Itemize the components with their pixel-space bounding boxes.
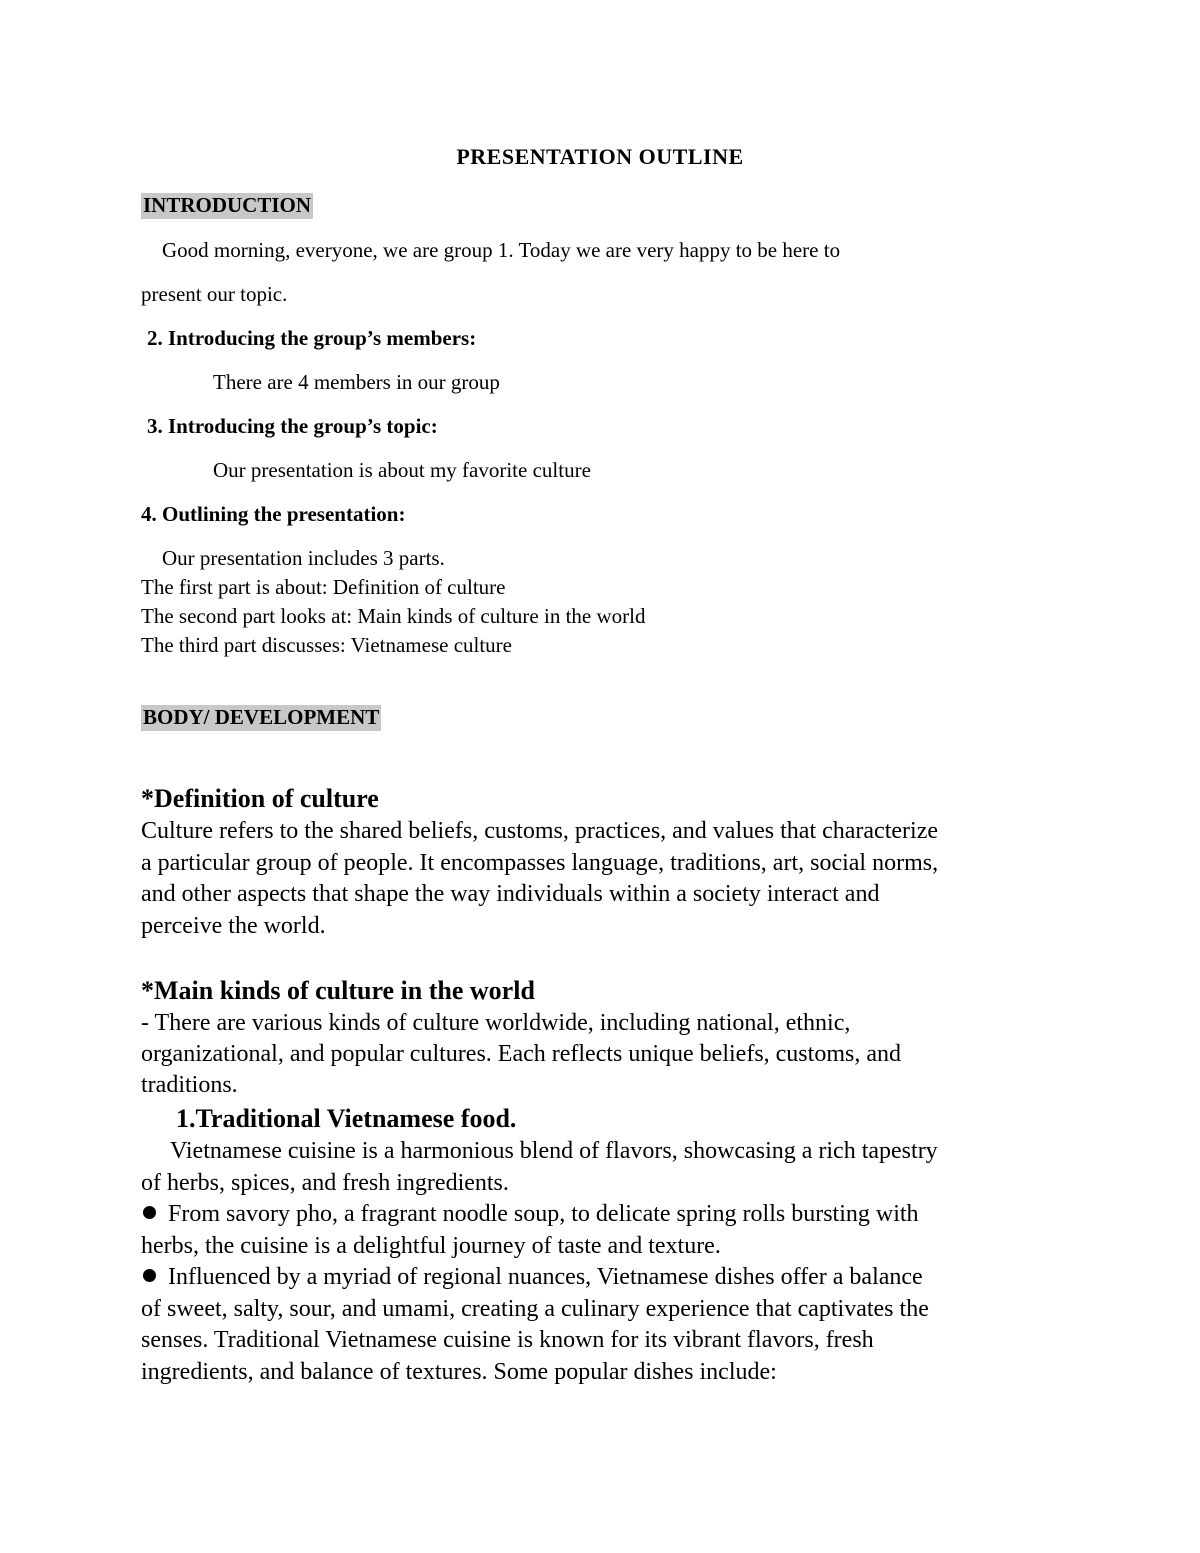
- definition-line: a particular group of people. It encompasses language, traditions, art, social norms,: [141, 850, 939, 876]
- kinds-line: - There are various kinds of culture worldwide, including national, ethnic,: [141, 1010, 851, 1036]
- body-heading: [141, 705, 381, 730]
- topic-text: Our presentation is about my favorite culture: [213, 458, 591, 482]
- definition-line: and other aspects that shape the way individuals within a society interact and: [141, 881, 880, 907]
- topic-heading: 3. Introducing the group’s topic:: [147, 414, 438, 438]
- bullet-1-line: herbs, the cuisine is a delightful journey of taste and texture.: [141, 1233, 721, 1259]
- members-text: There are 4 members in our group: [213, 370, 500, 394]
- introduction-heading-label: INTRODUCTION: [143, 193, 312, 217]
- outline-line: Our presentation includes 3 parts.: [162, 546, 445, 570]
- definition-line: perceive the world.: [141, 913, 326, 939]
- introduction-heading: [141, 193, 313, 218]
- members-heading: 2. Introducing the group’s members:: [147, 326, 477, 350]
- food-line: of herbs, spices, and fresh ingredients.: [141, 1170, 509, 1196]
- bullet-dot-icon: [143, 1206, 156, 1219]
- outline-line: The first part is about: Definition of culture: [141, 575, 506, 599]
- bullet-1-line: From savory pho, a fragrant noodle soup, to delicate spring rolls bursting with: [168, 1201, 919, 1227]
- page-title: PRESENTATION OUTLINE: [456, 144, 744, 169]
- kinds-heading: *Main kinds of culture in the world: [141, 976, 535, 1005]
- outline-line: The second part looks at: Main kinds of culture in the world: [141, 604, 646, 628]
- definition-heading: *Definition of culture: [141, 784, 379, 813]
- food-line: Vietnamese cuisine is a harmonious blend of flavors, showcasing a rich tapestry: [170, 1138, 938, 1164]
- kinds-line: organizational, and popular cultures. Each reflects unique beliefs, customs, and: [141, 1041, 901, 1067]
- kinds-line: traditions.: [141, 1072, 238, 1098]
- bullet-2-line: ingredients, and balance of textures. Some popular dishes include:: [141, 1359, 777, 1385]
- greeting-line-1: Good morning, everyone, we are group 1. Today we are very happy to be here to: [162, 238, 841, 262]
- greeting-line-2: present our topic.: [141, 282, 288, 306]
- outline-heading: 4. Outlining the presentation:: [141, 502, 406, 526]
- body-heading-label: BODY/ DEVELOPMENT: [143, 705, 380, 729]
- bullet-2-line: senses. Traditional Vietnamese cuisine is known for its vibrant flavors, fresh: [141, 1327, 874, 1353]
- bullet-item-1: [143, 1201, 919, 1228]
- bullet-item-2: [143, 1264, 923, 1291]
- definition-line: Culture refers to the shared beliefs, customs, practices, and values that characterize: [141, 818, 938, 844]
- outline-line: The third part discusses: Vietnamese culture: [141, 633, 512, 657]
- food-heading: 1.Traditional Vietnamese food.: [176, 1104, 517, 1133]
- bullet-2-line: of sweet, salty, sour, and umami, creating a culinary experience that captivates the: [141, 1296, 929, 1322]
- bullet-2-line: Influenced by a myriad of regional nuances, Vietnamese dishes offer a balance: [168, 1264, 923, 1290]
- bullet-dot-icon: [143, 1269, 156, 1282]
